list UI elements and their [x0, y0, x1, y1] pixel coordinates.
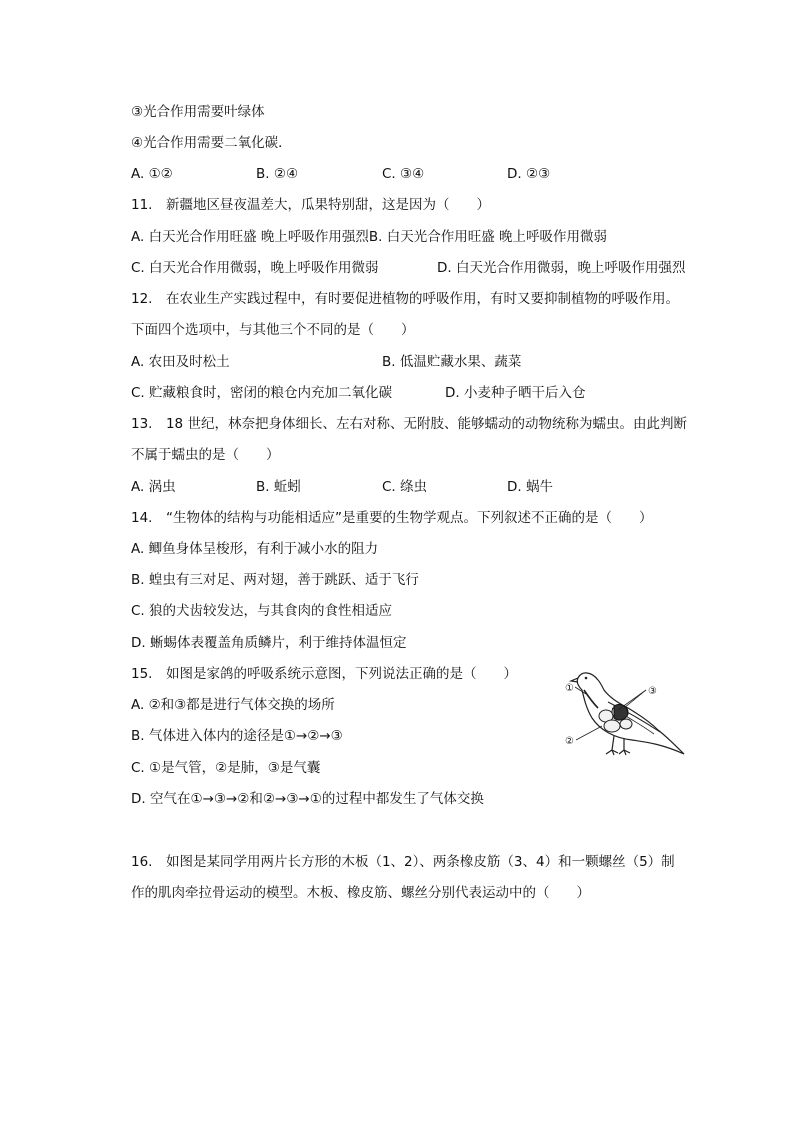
q11-option-c: C. 白天光合作用微弱，晚上呼吸作用微弱 [131, 260, 379, 276]
statement-3: ③光合作用需要叶绿体 [131, 104, 265, 120]
q12-option-a: A. 农田及时松土 [131, 354, 230, 370]
q15-option-d: D. 空气在①→③→②和②→③→①的过程中都发生了气体交换 [131, 791, 484, 807]
q16-stem-line1: 16. 如图是某同学用两片长方形的木板（1、2）、两条橡皮筋（3、4）和一颗螺丝（5）制 [131, 854, 675, 870]
q10-option-c: C. ③④ [382, 166, 425, 182]
q14-option-d: D. 蜥蜴体表覆盖角质鳞片，利于维持体温恒定 [131, 635, 407, 651]
figure-label-3: ③ [648, 686, 657, 697]
pigeon-respiratory-figure [562, 664, 694, 760]
q14-option-c: C. 狼的犬齿较发达，与其食肉的食性相适应 [131, 603, 393, 619]
q15-option-a: A. ②和③都是进行气体交换的场所 [131, 697, 335, 713]
q12-option-c: C. 贮藏粮食时，密闭的粮仓内充加二氧化碳 [131, 385, 393, 401]
q12-stem-line2: 下面四个选项中，与其他三个不同的是（ ） [131, 322, 415, 338]
q14-option-b: B. 蝗虫有三对足、两对翅，善于跳跃、适于飞行 [131, 572, 419, 588]
figure-label-2: ② [565, 736, 574, 747]
q12-stem-line1: 12. 在农业生产实践过程中，有时要促进植物的呼吸作用，有时又要抑制植物的呼吸作用。 [131, 291, 679, 307]
q10-option-d: D. ②③ [507, 166, 551, 182]
q12-option-b: B. 低温贮藏水果、蔬菜 [382, 354, 522, 370]
q13-option-a: A. 涡虫 [131, 479, 176, 495]
q10-option-a: A. ①② [131, 166, 173, 182]
q11-stem: 11. 新疆地区昼夜温差大，瓜果特别甜，这是因为（ ） [131, 197, 490, 213]
q13-option-c: C. 绦虫 [382, 479, 428, 495]
q15-stem: 15. 如图是家鸽的呼吸系统示意图，下列说法正确的是（ ） [131, 666, 517, 682]
q15-option-b: B. 气体进入体内的途径是①→②→③ [131, 728, 343, 744]
q13-option-b: B. 蚯蚓 [256, 479, 301, 495]
q13-option-d: D. 蜗牛 [507, 479, 553, 495]
figure-label-1: ① [565, 683, 574, 694]
q12-option-d: D. 小麦种子晒干后入仓 [445, 385, 586, 401]
q14-stem: 14. “生物体的结构与功能相适应”是重要的生物学观点。下列叙述不正确的是（ ） [131, 510, 653, 526]
q10-option-b: B. ②④ [256, 166, 299, 182]
q11-option-ab: A. 白天光合作用旺盛 晚上呼吸作用强烈B. 白天光合作用旺盛 晚上呼吸作用微弱 [131, 229, 608, 245]
pigeon-illustration [562, 664, 694, 760]
statement-4: ④光合作用需要二氧化碳． [131, 135, 292, 151]
q11-option-d: D. 白天光合作用微弱，晚上呼吸作用强烈 [437, 260, 686, 276]
q14-option-a: A. 鲫鱼身体呈梭形，有利于减小水的阻力 [131, 541, 379, 557]
q15-option-c: C. ①是气管，②是肺，③是气囊 [131, 760, 321, 776]
q13-stem-line2: 不属于蠕虫的是（ ） [131, 447, 280, 463]
q16-stem-line2: 作的肌肉牵拉骨运动的模型。木板、橡皮筋、螺丝分别代表运动中的（ ） [131, 885, 590, 901]
q13-stem-line1: 13. 18 世纪，林奈把身体细长、左右对称、无附肢、能够蠕动的动物统称为蠕虫。由此判断 [131, 416, 687, 432]
